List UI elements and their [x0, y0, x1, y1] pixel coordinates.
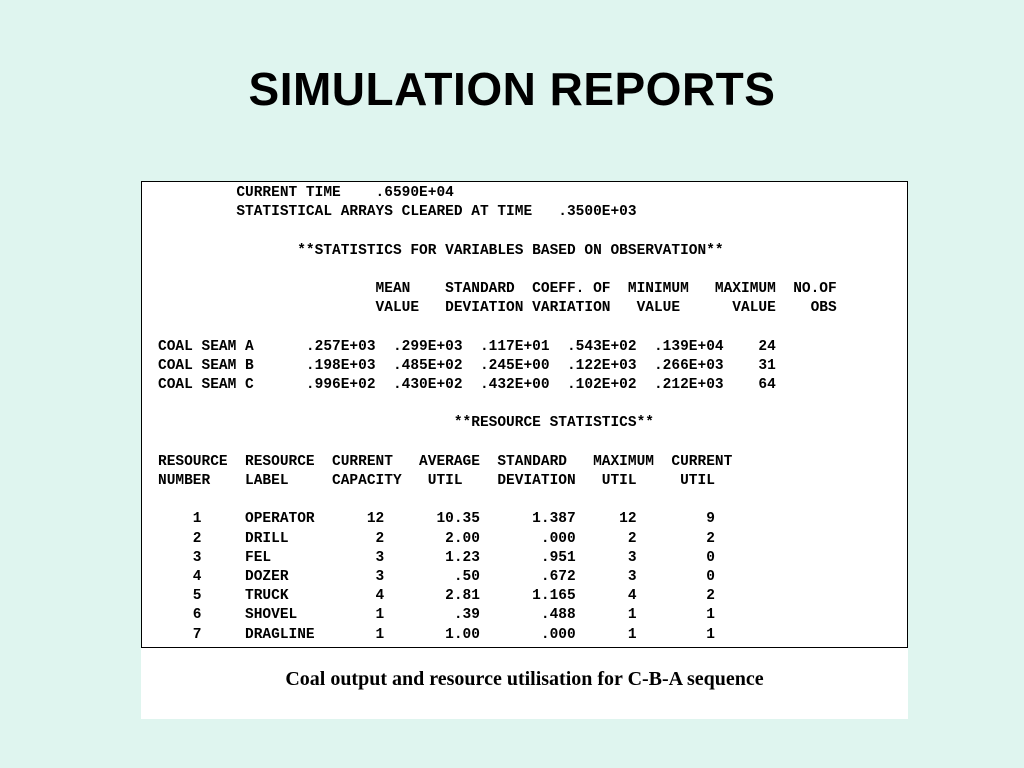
- report-line: 5 TRUCK 4 2.81 1.165 4 2: [158, 588, 715, 605]
- slide-title: SIMULATION REPORTS: [248, 63, 776, 115]
- report-line: COAL SEAM C .996E+02 .430E+02 .432E+00 .102E+02 .212E+03 64: [158, 377, 776, 394]
- report-line: COAL SEAM B .198E+03 .485E+02 .245E+00 .122E+03 .266E+03 31: [158, 357, 776, 374]
- simulation-report-text: [158, 184, 837, 645]
- report-line: NUMBER LABEL CAPACITY UTIL DEVIATION UTIL UTIL: [158, 473, 715, 490]
- report-line: 2 DRILL 2 2.00 .000 2 2: [158, 530, 715, 547]
- report-line: RESOURCE RESOURCE CURRENT AVERAGE STANDARD MAXIMUM CURRENT: [158, 453, 733, 470]
- report-line: CURRENT TIME .6590E+04: [158, 185, 454, 201]
- report-line: 1 OPERATOR 12 10.35 1.387 12 9: [158, 511, 715, 528]
- figure-caption: Coal output and resource utilisation for C-B-A sequence: [285, 668, 764, 690]
- report-line: VALUE DEVIATION VARIATION VALUE VALUE OBS: [158, 300, 837, 317]
- simulation-report-box: [141, 181, 908, 648]
- report-line: 4 DOZER 3 .50 .672 3 0: [158, 569, 715, 586]
- report-line: 3 FEL 3 1.23 .951 3 0: [158, 549, 715, 566]
- report-line: STATISTICAL ARRAYS CLEARED AT TIME .3500E+03: [158, 204, 637, 221]
- report-line: COAL SEAM A .257E+03 .299E+03 .117E+01 .543E+02 .139E+04 24: [158, 338, 776, 355]
- report-panel: [141, 181, 908, 719]
- report-line: MEAN STANDARD COEFF. OF MINIMUM MAXIMUM NO.OF: [158, 281, 837, 298]
- report-line: **RESOURCE STATISTICS**: [158, 415, 654, 432]
- report-line: **STATISTICS FOR VARIABLES BASED ON OBSERVATION**: [158, 242, 724, 259]
- report-line: 6 SHOVEL 1 .39 .488 1 1: [158, 607, 715, 624]
- report-line: 7 DRAGLINE 1 1.00 .000 1 1: [158, 626, 715, 643]
